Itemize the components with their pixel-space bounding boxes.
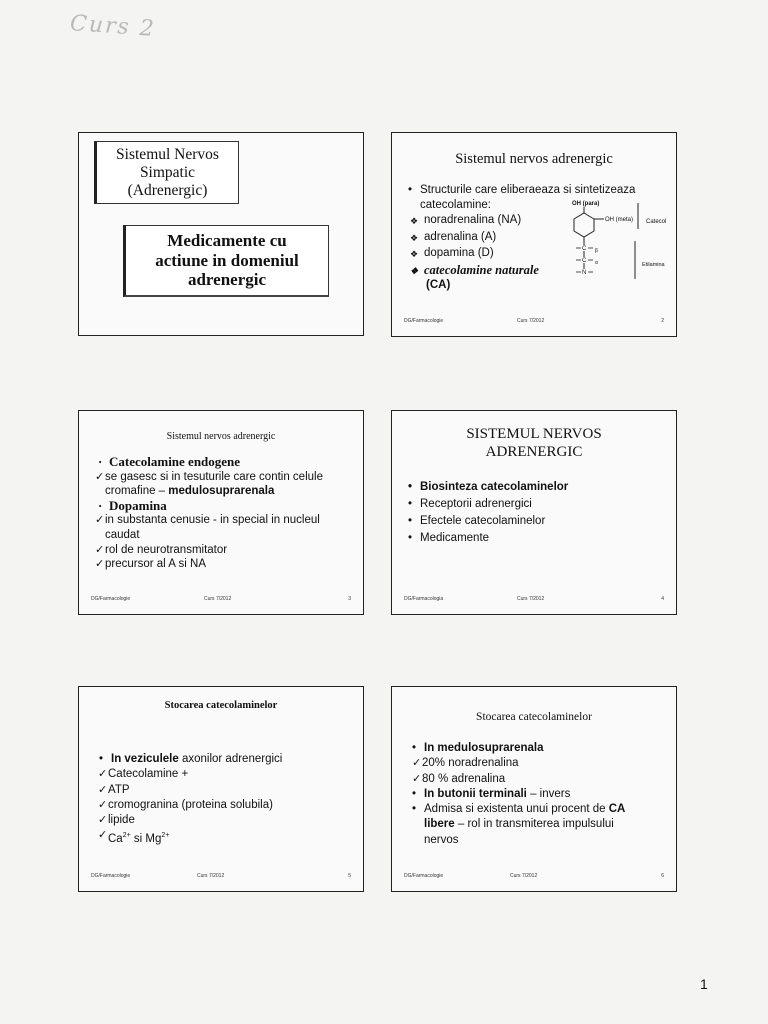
bullet-heading: · Dopamina bbox=[98, 497, 167, 513]
oh-para-label: OH (para) bbox=[572, 201, 600, 207]
slide-title bbox=[392, 425, 676, 461]
slide-title: Stocarea catecolaminelor bbox=[164, 700, 278, 711]
footer-number: 6 bbox=[661, 873, 664, 879]
check-item-cont: caudat bbox=[105, 528, 140, 541]
footer-course: Curs 7/2012 bbox=[197, 873, 225, 879]
list-item: • Efectele catecolaminelor bbox=[420, 513, 568, 530]
slide-2 bbox=[391, 132, 677, 337]
footer-course: Curs 7/2012 bbox=[510, 873, 538, 879]
footer-course: Curs 7/2012 bbox=[204, 596, 232, 602]
handwritten-note: Curs 2 bbox=[69, 11, 157, 42]
list-item: • Medicamente bbox=[420, 530, 568, 547]
bullet-item-cont: libere – rol in transmiterea impulsului bbox=[424, 818, 614, 831]
list-item: ❖ noradrenalina (NA) bbox=[422, 213, 670, 228]
list-item: • Receptorii adrenergici bbox=[420, 496, 568, 513]
carbon-label: C bbox=[582, 246, 587, 252]
oh-meta-label: OH (meta) bbox=[605, 217, 634, 223]
check-item: ✓ in substanta cenusie - in special in nucleul bbox=[95, 514, 320, 527]
bullet-item: • In medulosuprarenala bbox=[412, 742, 544, 754]
footer-course: Curs 7/2012 bbox=[517, 596, 545, 602]
title-box bbox=[94, 141, 239, 204]
title-line: SISTEMUL NERVOS bbox=[466, 426, 602, 442]
slide-footer bbox=[79, 873, 363, 883]
slide-3 bbox=[78, 410, 364, 615]
list-item: • Biosinteza catecolaminelor bbox=[420, 479, 568, 496]
check-item: ✓ cromogranina (proteina solubila) bbox=[98, 798, 273, 811]
topic-list bbox=[420, 479, 568, 547]
slide-title: Stocarea catecolaminelor bbox=[476, 711, 592, 723]
benzene-ring bbox=[574, 213, 594, 237]
slide-footer bbox=[392, 596, 676, 606]
subtitle-line: adrenergic bbox=[187, 270, 267, 289]
check-item: ✓ lipide bbox=[98, 814, 135, 827]
slide-footer bbox=[392, 873, 676, 883]
etilamina-label: Etilamina bbox=[642, 262, 665, 268]
bullet-item-cont: nervos bbox=[424, 833, 459, 846]
list-item: ❖ dopamina (D) bbox=[422, 246, 670, 261]
bullet-item: • In veziculele axonilor adrenergici bbox=[99, 753, 283, 765]
catecholamine-structure bbox=[542, 199, 672, 291]
nitrogen-label: N bbox=[582, 270, 587, 276]
title-line: Simpatic bbox=[139, 164, 196, 181]
check-item: ✓ 80 % adrenalina bbox=[412, 772, 506, 785]
catecol-label: Catecol bbox=[646, 219, 667, 225]
slide-body bbox=[414, 741, 669, 848]
subtitle-line: Medicamente cu bbox=[167, 231, 287, 250]
page-number: 1 bbox=[700, 976, 708, 992]
footer-author: DG/Farmacologie bbox=[404, 318, 444, 324]
bullet-item: • Admisa si existenta unui procent de CA bbox=[412, 803, 626, 816]
check-item: ✓ ATP bbox=[98, 783, 130, 796]
slide-1 bbox=[78, 132, 364, 336]
beta-label: β bbox=[595, 248, 598, 254]
footer-author: DG/Farmacologie bbox=[91, 596, 131, 602]
footer-number: 3 bbox=[348, 596, 351, 602]
slide-title: Sistemul nervos adrenergic bbox=[166, 431, 276, 442]
subtitle-line: actiune in domeniul bbox=[155, 250, 299, 270]
slide-4 bbox=[391, 410, 677, 615]
footer-author: DG/Farmacologia bbox=[404, 596, 444, 602]
footer-author: DG/Farmacologie bbox=[404, 873, 444, 879]
intro-line: • Structurile care eliberaeaza si sintetizeaza bbox=[420, 183, 670, 198]
title-line: ADRENERGIC bbox=[485, 444, 583, 460]
check-item: ✓ 20% noradrenalina bbox=[412, 757, 519, 770]
slide-5 bbox=[78, 686, 364, 892]
check-item: ✓ precursor al A si NA bbox=[95, 558, 206, 571]
check-item: ✓ se gasesc si in tesuturile care contin celule bbox=[95, 470, 323, 483]
slide-footer bbox=[392, 318, 676, 328]
slide-title: Sistemul nervos adrenergic bbox=[455, 151, 613, 167]
footer-author: DG/Farmacologie bbox=[91, 873, 131, 879]
check-item-cont: cromafine – medulosuprarenala bbox=[105, 485, 275, 498]
title-line: (Adrenergic) bbox=[127, 182, 208, 199]
alpha-label: α bbox=[595, 260, 598, 266]
check-item: ✓ rol de neurotransmitator bbox=[95, 543, 228, 556]
footer-course: Curs 7/2012 bbox=[517, 318, 545, 324]
footer-number: 5 bbox=[348, 873, 351, 879]
list-item: ❖ catecolamine naturale bbox=[422, 263, 670, 278]
check-item: ✓ Catecolamine + bbox=[98, 768, 189, 781]
bullet-heading: · Catecolamine endogene bbox=[98, 454, 241, 469]
list-item: ❖ adrenalina (A) bbox=[422, 230, 670, 245]
abbrev: (CA) bbox=[426, 279, 451, 291]
title-line: Sistemul Nervos bbox=[116, 146, 219, 163]
footer-number: 2 bbox=[661, 318, 664, 324]
intro-line: catecolamine: bbox=[420, 198, 491, 211]
slide-body bbox=[99, 752, 359, 848]
slide-body bbox=[95, 455, 357, 572]
slide-6 bbox=[391, 686, 677, 892]
carbon-label: C bbox=[582, 258, 587, 264]
footer-number: 4 bbox=[661, 596, 664, 602]
bullet-item: • In butonii terminali – invers bbox=[412, 787, 571, 800]
subtitle-box bbox=[123, 225, 329, 297]
slide-footer bbox=[79, 596, 363, 606]
check-item: ✓ $Ca^{2+}$ si $Mg^{2+}$ bbox=[98, 829, 170, 846]
